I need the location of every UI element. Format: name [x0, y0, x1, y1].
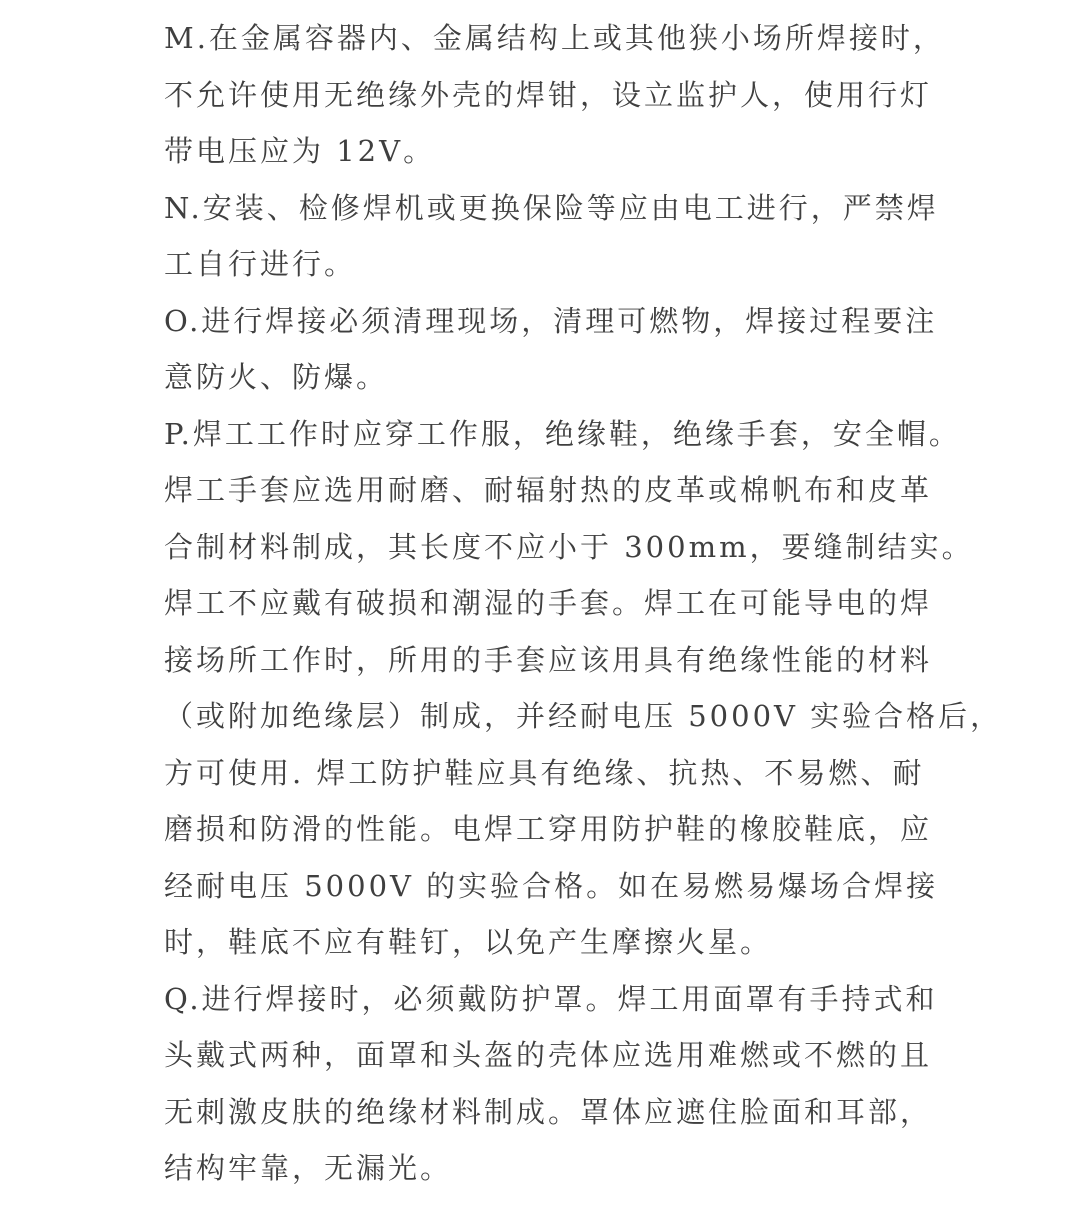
text-line: 方可使用. 焊工防护鞋应具有绝缘、抗热、不易燃、耐 — [164, 755, 925, 790]
text-line: 结构牢靠，无漏光。 — [164, 1151, 453, 1185]
text-line: 焊工不应戴有破损和潮湿的手套。焊工在可能导电的焊 — [164, 586, 933, 620]
paragraph-m — [164, 10, 945, 180]
text-line: 时，鞋底不应有鞋钉，以免产生摩擦火星。 — [164, 925, 773, 959]
paragraph-n — [164, 180, 939, 293]
text-line: Q.进行焊接时，必须戴防护罩。焊工用面罩有手持式和 — [164, 981, 938, 1016]
text-line: 不允许使用无绝缘外壳的焊钳，设立监护人，使用行灯 — [164, 77, 933, 112]
text-line: （或附加绝缘层）制成，并经耐电压 5000V 实验合格后， — [164, 699, 1003, 733]
text-line: 经耐电压 5000V 的实验合格。如在易燃易爆场合焊接 — [164, 868, 939, 903]
text-line: 无刺激皮肤的绝缘材料制成。罩体应遮住脸面和耳部， — [164, 1094, 933, 1129]
paragraph-q — [164, 971, 938, 1197]
text-line: 工自行进行。 — [164, 247, 357, 281]
text-line: M.在金属容器内、金属结构上或其他狭小场所焊接时， — [164, 21, 945, 55]
text-line: 意防火、防爆。 — [164, 360, 389, 394]
text-line: 焊工手套应选用耐磨、耐辐射热的皮革或棉帆布和皮革 — [164, 473, 933, 507]
text-line: 接场所工作时，所用的手套应该用具有绝缘性能的材料 — [164, 642, 933, 677]
text-line: 磨损和防滑的性能。电焊工穿用防护鞋的橡胶鞋底，应 — [164, 812, 933, 846]
text-line: O.进行焊接必须清理现场，清理可燃物，焊接过程要注 — [164, 303, 938, 338]
paragraph-o — [164, 293, 938, 406]
paragraph-p — [164, 406, 1003, 971]
document-body — [164, 10, 1003, 1197]
text-line: 头戴式两种，面罩和头盔的壳体应选用难燃或不燃的且 — [164, 1038, 933, 1072]
text-line: 合制材料制成，其长度不应小于 300mm，要缝制结实。 — [164, 529, 974, 564]
text-line: P.焊工工作时应穿工作服，绝缘鞋，绝缘手套，安全帽。 — [164, 416, 961, 451]
text-line: N.安装、检修焊机或更换保险等应由电工进行，严禁焊 — [164, 190, 939, 225]
text-line: 带电压应为 12V。 — [164, 134, 436, 168]
